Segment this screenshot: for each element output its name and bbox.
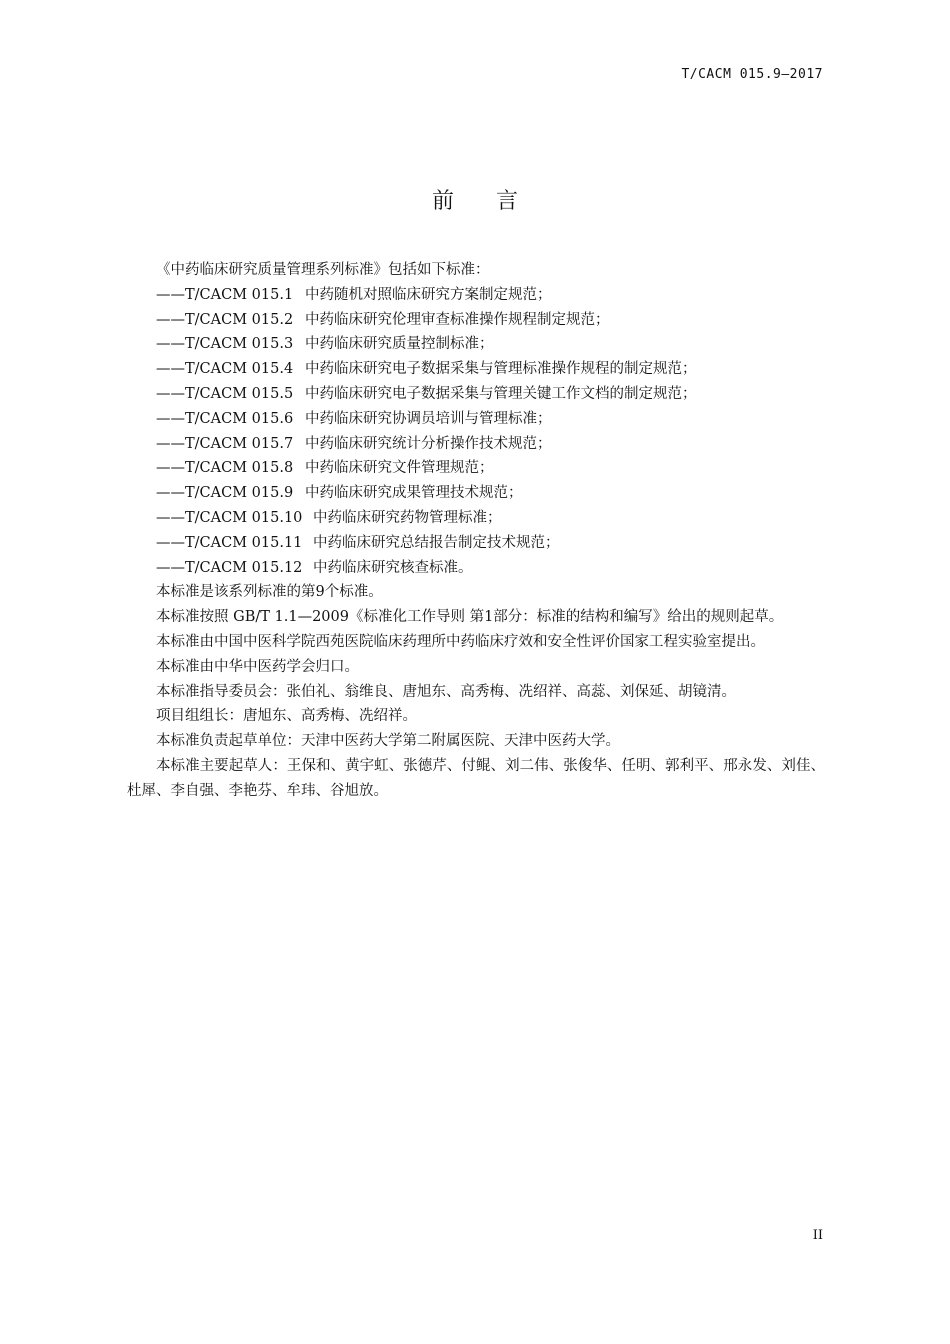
jurisdiction-paragraph: 本标准由中华中医药学会归口。 [156,658,359,675]
standard-code: ——T/CACM 015.2 [156,311,294,328]
standard-list-item [127,332,825,357]
standard-code: ——T/CACM 015.8 [156,460,294,477]
standard-name: 中药临床研究质量控制标准； [305,336,494,353]
standard-code: ——T/CACM 015.3 [156,336,294,353]
project-leaders-paragraph: 项目组组长：唐旭东、高秀梅、冼绍祥。 [156,708,417,725]
standard-code-header: T/CACM 015.9—2017 [681,67,823,82]
standard-code: ——T/CACM 015.9 [156,485,294,502]
standard-code: ——T/CACM 015.11 [156,534,303,551]
standard-list-item [127,456,825,481]
standard-code: ——T/CACM 015.7 [156,435,294,452]
standard-list-item [127,506,825,531]
page-title: 前言 [431,189,560,214]
drafting-rules-paragraph: 本标准按照 GB/T 1.1—2009《标准化工作导则 第1部分：标准的结构和编写》给出的规则起草。 [156,609,784,626]
standard-list-item [127,407,825,432]
standard-name: 中药临床研究电子数据采集与管理标准操作规程的制定规范； [305,361,697,378]
standard-list-item [127,308,825,333]
standard-list-item [127,432,825,457]
standard-list-item [127,382,825,407]
standard-list-item [127,481,825,506]
foreword-body [127,258,825,804]
standard-code: ——T/CACM 015.4 [156,361,294,378]
standard-code: ——T/CACM 015.1 [156,286,294,303]
series-position-paragraph: 本标准是该系列标准的第9个标准。 [156,584,383,601]
proposed-by-paragraph: 本标准由中国中医科学院西苑医院临床药理所中药临床疗效和安全性评价国家工程实验室提出。 [156,633,765,650]
steering-committee-paragraph: 本标准指导委员会：张伯礼、翁维良、唐旭东、高秀梅、冼绍祥、高蕊、刘保延、胡镜清。 [156,683,736,700]
intro-paragraph: 《中药临床研究质量管理系列标准》包括如下标准： [156,262,490,278]
standard-name: 中药临床研究协调员培训与管理标准； [305,410,552,427]
standard-list-item [127,531,825,556]
standard-name: 中药临床研究总结报告制定技术规范； [313,534,560,551]
main-drafters-paragraph: 本标准主要起草人：王保和、黄宇虹、张德芹、付鲲、刘二伟、张俊华、任明、郭利平、邢永发、刘佳、杜犀、李自强、李艳芬、牟玮、谷旭放。 [127,757,825,799]
standard-name: 中药随机对照临床研究方案制定规范； [305,286,552,303]
standard-list-item [127,556,825,581]
standard-name: 中药临床研究伦理审查标准操作规程制定规范； [305,311,610,328]
standard-code: ——T/CACM 015.10 [156,509,303,526]
page-number: II [812,1228,823,1243]
standard-name: 中药临床研究文件管理规范； [305,460,494,477]
drafting-units-paragraph: 本标准负责起草单位：天津中医药大学第二附属医院、天津中医药大学。 [156,733,620,750]
standard-name: 中药临床研究成果管理技术规范； [305,485,523,502]
standard-name: 中药临床研究统计分析操作技术规范； [305,435,552,452]
standard-name: 中药临床研究电子数据采集与管理关键工作文档的制定规范； [305,385,697,402]
standard-name: 中药临床研究药物管理标准； [313,509,502,526]
standard-code: ——T/CACM 015.6 [156,410,294,427]
standard-code: ——T/CACM 015.12 [156,559,303,576]
standard-name: 中药临床研究核查标准。 [313,559,473,576]
standard-list-item [127,357,825,382]
standard-code: ——T/CACM 015.5 [156,385,294,402]
standard-list-item [127,283,825,308]
